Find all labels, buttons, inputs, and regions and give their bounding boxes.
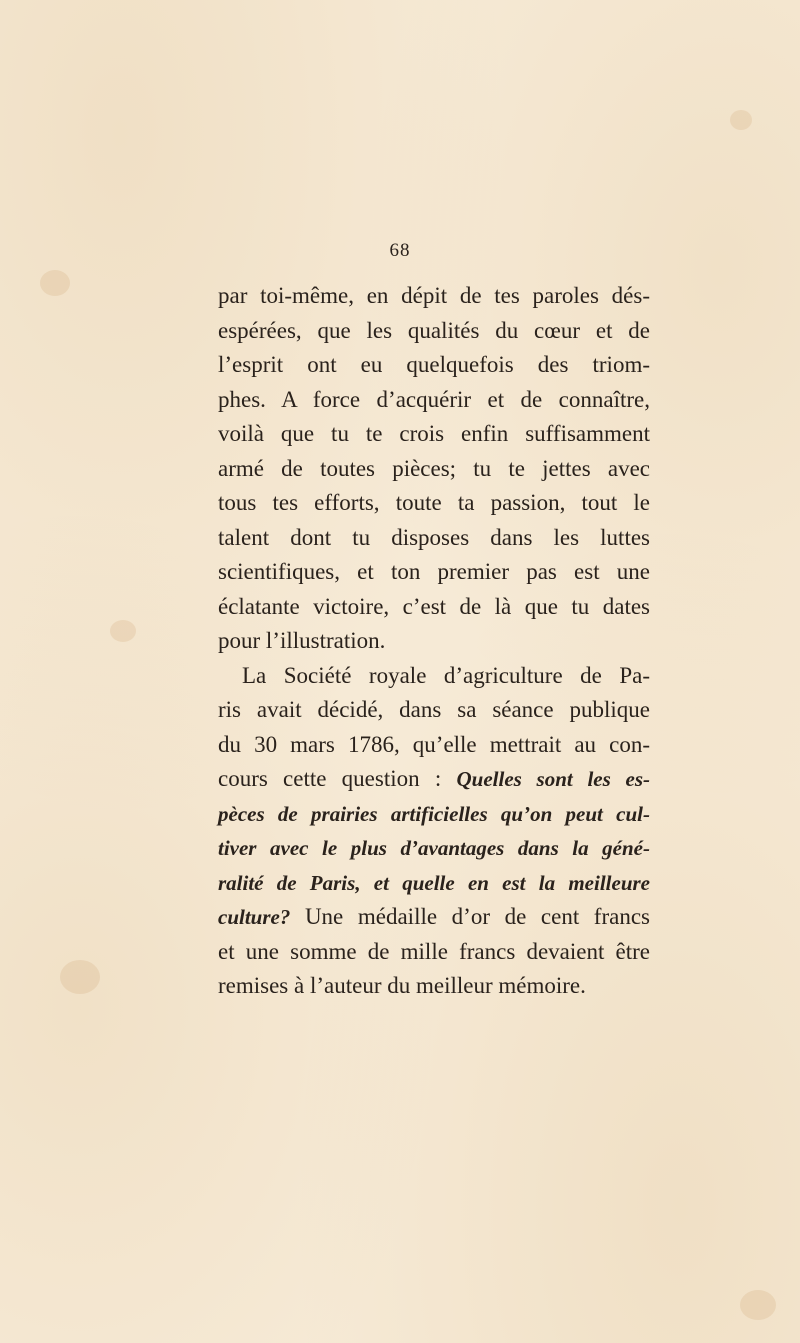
paper-stain bbox=[740, 1290, 776, 1320]
text-line: scientifiques, et ton premier pas est une bbox=[218, 559, 650, 584]
page-number: 68 bbox=[389, 240, 411, 261]
text-line: phes. A force d’acquérir et de connaître, bbox=[218, 386, 650, 412]
text-line: armé de toutes pièces; tu te jettes avec bbox=[218, 455, 650, 481]
italic-text-line: ralité de Paris, et quelle en est la meilleure bbox=[218, 870, 650, 895]
text-line: talent dont tu disposes dans les luttes bbox=[218, 524, 650, 550]
body-text bbox=[218, 279, 650, 1004]
text-span: cours cette question : bbox=[218, 766, 457, 791]
text-line: remises à l’auteur du meilleur mémoire. bbox=[218, 973, 586, 998]
text-line: ris avait décidé, dans sa séance publique bbox=[218, 697, 650, 722]
text-line: pour l’illustration. bbox=[218, 628, 386, 653]
text-line: espérées, que les qualités du cœur et de bbox=[218, 317, 650, 343]
text-line: voilà que tu te crois enfin suffisamment bbox=[218, 421, 650, 446]
italic-text-line: pèces de prairies artificielles qu’on peut cul- bbox=[218, 801, 650, 826]
paper-stain bbox=[60, 960, 100, 994]
paper-stain bbox=[730, 110, 752, 130]
text-line: et une somme de mille francs devaient être bbox=[218, 938, 650, 964]
text-line: La Société royale d’agriculture de Pa- bbox=[242, 662, 650, 688]
text-line: éclatante victoire, c’est de là que tu dates bbox=[218, 593, 650, 619]
text-line: tous tes efforts, toute ta passion, tout le bbox=[218, 490, 650, 515]
text-line: l’esprit ont eu quelquefois des triom- bbox=[218, 352, 650, 377]
italic-text-line: tiver avec le plus d’avantages dans la géné- bbox=[218, 836, 650, 860]
text-line: du 30 mars 1786, qu’elle mettrait au con- bbox=[218, 731, 650, 757]
italic-text: culture? bbox=[218, 905, 291, 929]
paper-stain bbox=[40, 270, 70, 296]
paper-stain bbox=[110, 620, 136, 642]
italic-text: Quelles sont les es- bbox=[456, 767, 651, 791]
text-span: Une médaille d’or de cent francs bbox=[290, 904, 650, 929]
text-line bbox=[218, 900, 650, 935]
text-line bbox=[218, 762, 650, 797]
text-line: par toi-même, en dépit de tes paroles dés- bbox=[218, 283, 650, 308]
